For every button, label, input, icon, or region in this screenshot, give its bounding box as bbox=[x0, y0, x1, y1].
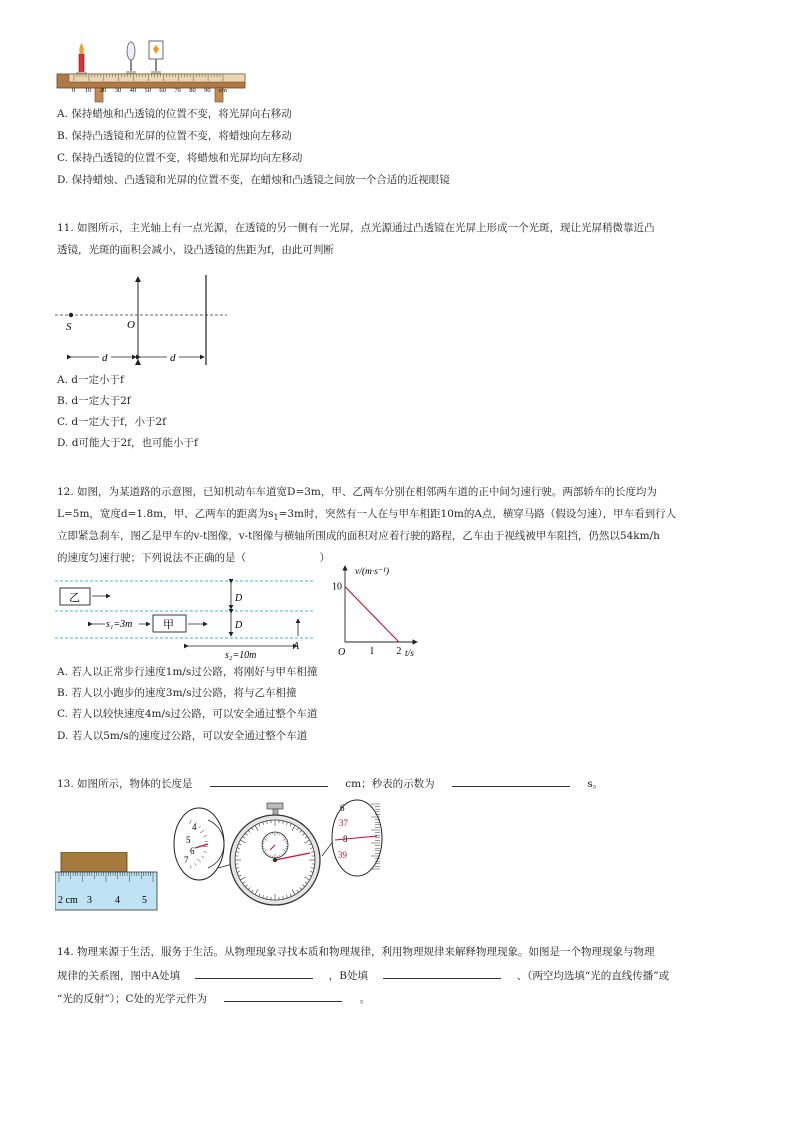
ruler-label-5: 5 bbox=[142, 895, 147, 906]
q12-option-a: A. 若人以正常步行速度1m/s过公路，将刚好与甲车相撞 bbox=[57, 666, 318, 678]
lane-width-label-2: D bbox=[235, 620, 243, 631]
x-tick-2: 2 bbox=[396, 646, 402, 657]
road-diagram bbox=[55, 574, 320, 662]
q14-stem-line3: “光的反射”）；C处的光学元件为 。 bbox=[57, 989, 370, 1009]
q11-stem-line1: 11. 如图所示，主光轴上有一点光源，在透镜的另一侧有一光屏，点光源通过凸透镜在光屏上形成一个光斑，现让光屏稍微靠近凸 bbox=[57, 222, 655, 234]
q12-option-b: B. 若人以小跑步的速度3m/s过公路，将与乙车相撞 bbox=[57, 687, 297, 699]
bench-tick-label: 40 bbox=[129, 87, 137, 94]
q12-stem-line3: 立即紧急刹车，图乙是甲车的v-t图像，v-t图像与横轴所围成的面积对应着行驶的路程，乙车由于视线被甲车阻挡，仍然以54km/h bbox=[57, 530, 660, 542]
ruler-label-2cm: 2 cm bbox=[58, 895, 78, 906]
big-dial-39: 39 bbox=[338, 850, 347, 860]
ruler-label-4: 4 bbox=[115, 895, 120, 906]
small-dial-5: 5 bbox=[186, 835, 191, 845]
bench-tick-label: 80 bbox=[189, 87, 196, 94]
measured-block bbox=[61, 852, 127, 872]
bench-tick-label: 60 bbox=[159, 87, 166, 94]
origin-label: O bbox=[338, 647, 346, 658]
ruler-label-3: 3 bbox=[87, 895, 92, 906]
q11-stem-line2: 透镜，光斑的面积会减小，设凸透镜的焦距为f，由此可判断 bbox=[57, 244, 334, 256]
s1-label: s₁=3m bbox=[106, 619, 133, 630]
y-axis-label: v/(m·s⁻¹) bbox=[355, 567, 389, 577]
blank-c[interactable] bbox=[224, 989, 342, 1002]
lens-diagram bbox=[55, 275, 235, 370]
x-tick-1: 1 bbox=[369, 646, 375, 657]
small-dial-6: 6 bbox=[190, 846, 195, 856]
bench-tick-label: 20 bbox=[99, 87, 107, 94]
bench-tick-label: 30 bbox=[114, 87, 122, 94]
bench-tick-label: cm bbox=[219, 87, 227, 94]
q13-stem: 13. 如图所示，物体的长度是 cm；秒表的示数为 s。 bbox=[57, 774, 603, 794]
q14-stem-line2: 规律的关系图，图中A处填 ，B处填 、（两空均选填“光的直线传播”或 bbox=[57, 966, 669, 986]
s2-label: s₂=10m bbox=[225, 650, 257, 661]
q10-option-b: B. 保持凸透镜和光屏的位置不变，将蜡烛向左移动 bbox=[57, 130, 292, 142]
point-source bbox=[69, 313, 73, 317]
vt-chart bbox=[325, 560, 425, 660]
q11-option-d: D. d可能大于2f，也可能小于f bbox=[57, 437, 198, 449]
blank-b[interactable] bbox=[383, 966, 501, 979]
big-dial-37: 37 bbox=[339, 818, 348, 828]
q12-stem-line4: 的速度匀速行驶；下列说法不正确的是（ ） bbox=[57, 552, 330, 564]
label-s: S bbox=[66, 321, 72, 333]
length-answer-blank[interactable] bbox=[210, 774, 328, 787]
bench-tick-label: 70 bbox=[174, 87, 181, 94]
q11-option-c: C. d一定大于f，小于2f bbox=[57, 416, 167, 428]
q10-option-c: C. 保持凸透镜的位置不变，将蜡烛和光屏均向左移动 bbox=[57, 152, 303, 164]
bench-tick-label: 0 bbox=[72, 87, 76, 94]
point-a-label: A bbox=[293, 641, 300, 652]
q11-option-a: A. d一定小于f bbox=[57, 374, 124, 386]
q11-option-b: B. d一定大于2f bbox=[57, 395, 131, 407]
q12-option-d: D. 若人以5m/s的速度过公路，可以安全通过整个车道 bbox=[57, 730, 308, 742]
label-d2: d bbox=[170, 352, 176, 364]
q10-option-a: A. 保持蜡烛和凸透镜的位置不变，将光屏向右移动 bbox=[57, 108, 292, 120]
stopwatch-answer-blank[interactable] bbox=[452, 774, 570, 787]
lane-width-label-1: D bbox=[235, 593, 243, 604]
ruler-figure bbox=[55, 852, 160, 912]
small-dial-7: 7 bbox=[184, 855, 189, 865]
stopwatch-figure bbox=[172, 798, 394, 913]
q10-option-d: D. 保持蜡烛、凸透镜和光屏的位置不变，在蜡烛和凸透镜之间放一个合适的近视眼镜 bbox=[57, 174, 450, 186]
car-yi-label: 乙 bbox=[69, 592, 80, 604]
bench-tick-label: 90 bbox=[204, 87, 211, 94]
q12-option-c: C. 若人以较快速度4m/s过公路，可以安全通过整个车道 bbox=[57, 708, 318, 720]
bench-tick-label: 10 bbox=[84, 87, 92, 94]
q14-stem-line1: 14. 物理来源于生活，服务于生活。从物理现象寻找本质和物理规律，利用物理规律来解释物理现象。如图是一个物理现象与物理 bbox=[57, 946, 655, 958]
q12-stem-line2: L=5m，宽度d=1.8m，甲、乙两车的距离为$s_1=3m$时，突然有一人在与甲车相距10m的A点，横穿马路（假设匀速），甲车看到行人 bbox=[57, 508, 677, 523]
label-o: O bbox=[127, 319, 135, 331]
label-d1: d bbox=[102, 352, 108, 364]
q12-stem-line1: 12. 如图，为某道路的示意图，已知机动车车道宽D=3m，甲、乙两车分别在相邻两车道的正中间匀速行驶。两部轿车的长度均为 bbox=[57, 486, 657, 498]
bench-tick-label: 50 bbox=[144, 87, 151, 94]
blank-a[interactable] bbox=[195, 966, 313, 979]
optical-bench-figure bbox=[55, 38, 250, 108]
car-jia-label: 甲 bbox=[163, 619, 174, 631]
velocity-line bbox=[345, 587, 399, 642]
y-tick-10: 10 bbox=[332, 581, 342, 593]
small-dial-4: 4 bbox=[192, 822, 197, 832]
big-dial-6: 6 bbox=[340, 803, 345, 813]
x-axis-label: t/s bbox=[405, 649, 414, 659]
